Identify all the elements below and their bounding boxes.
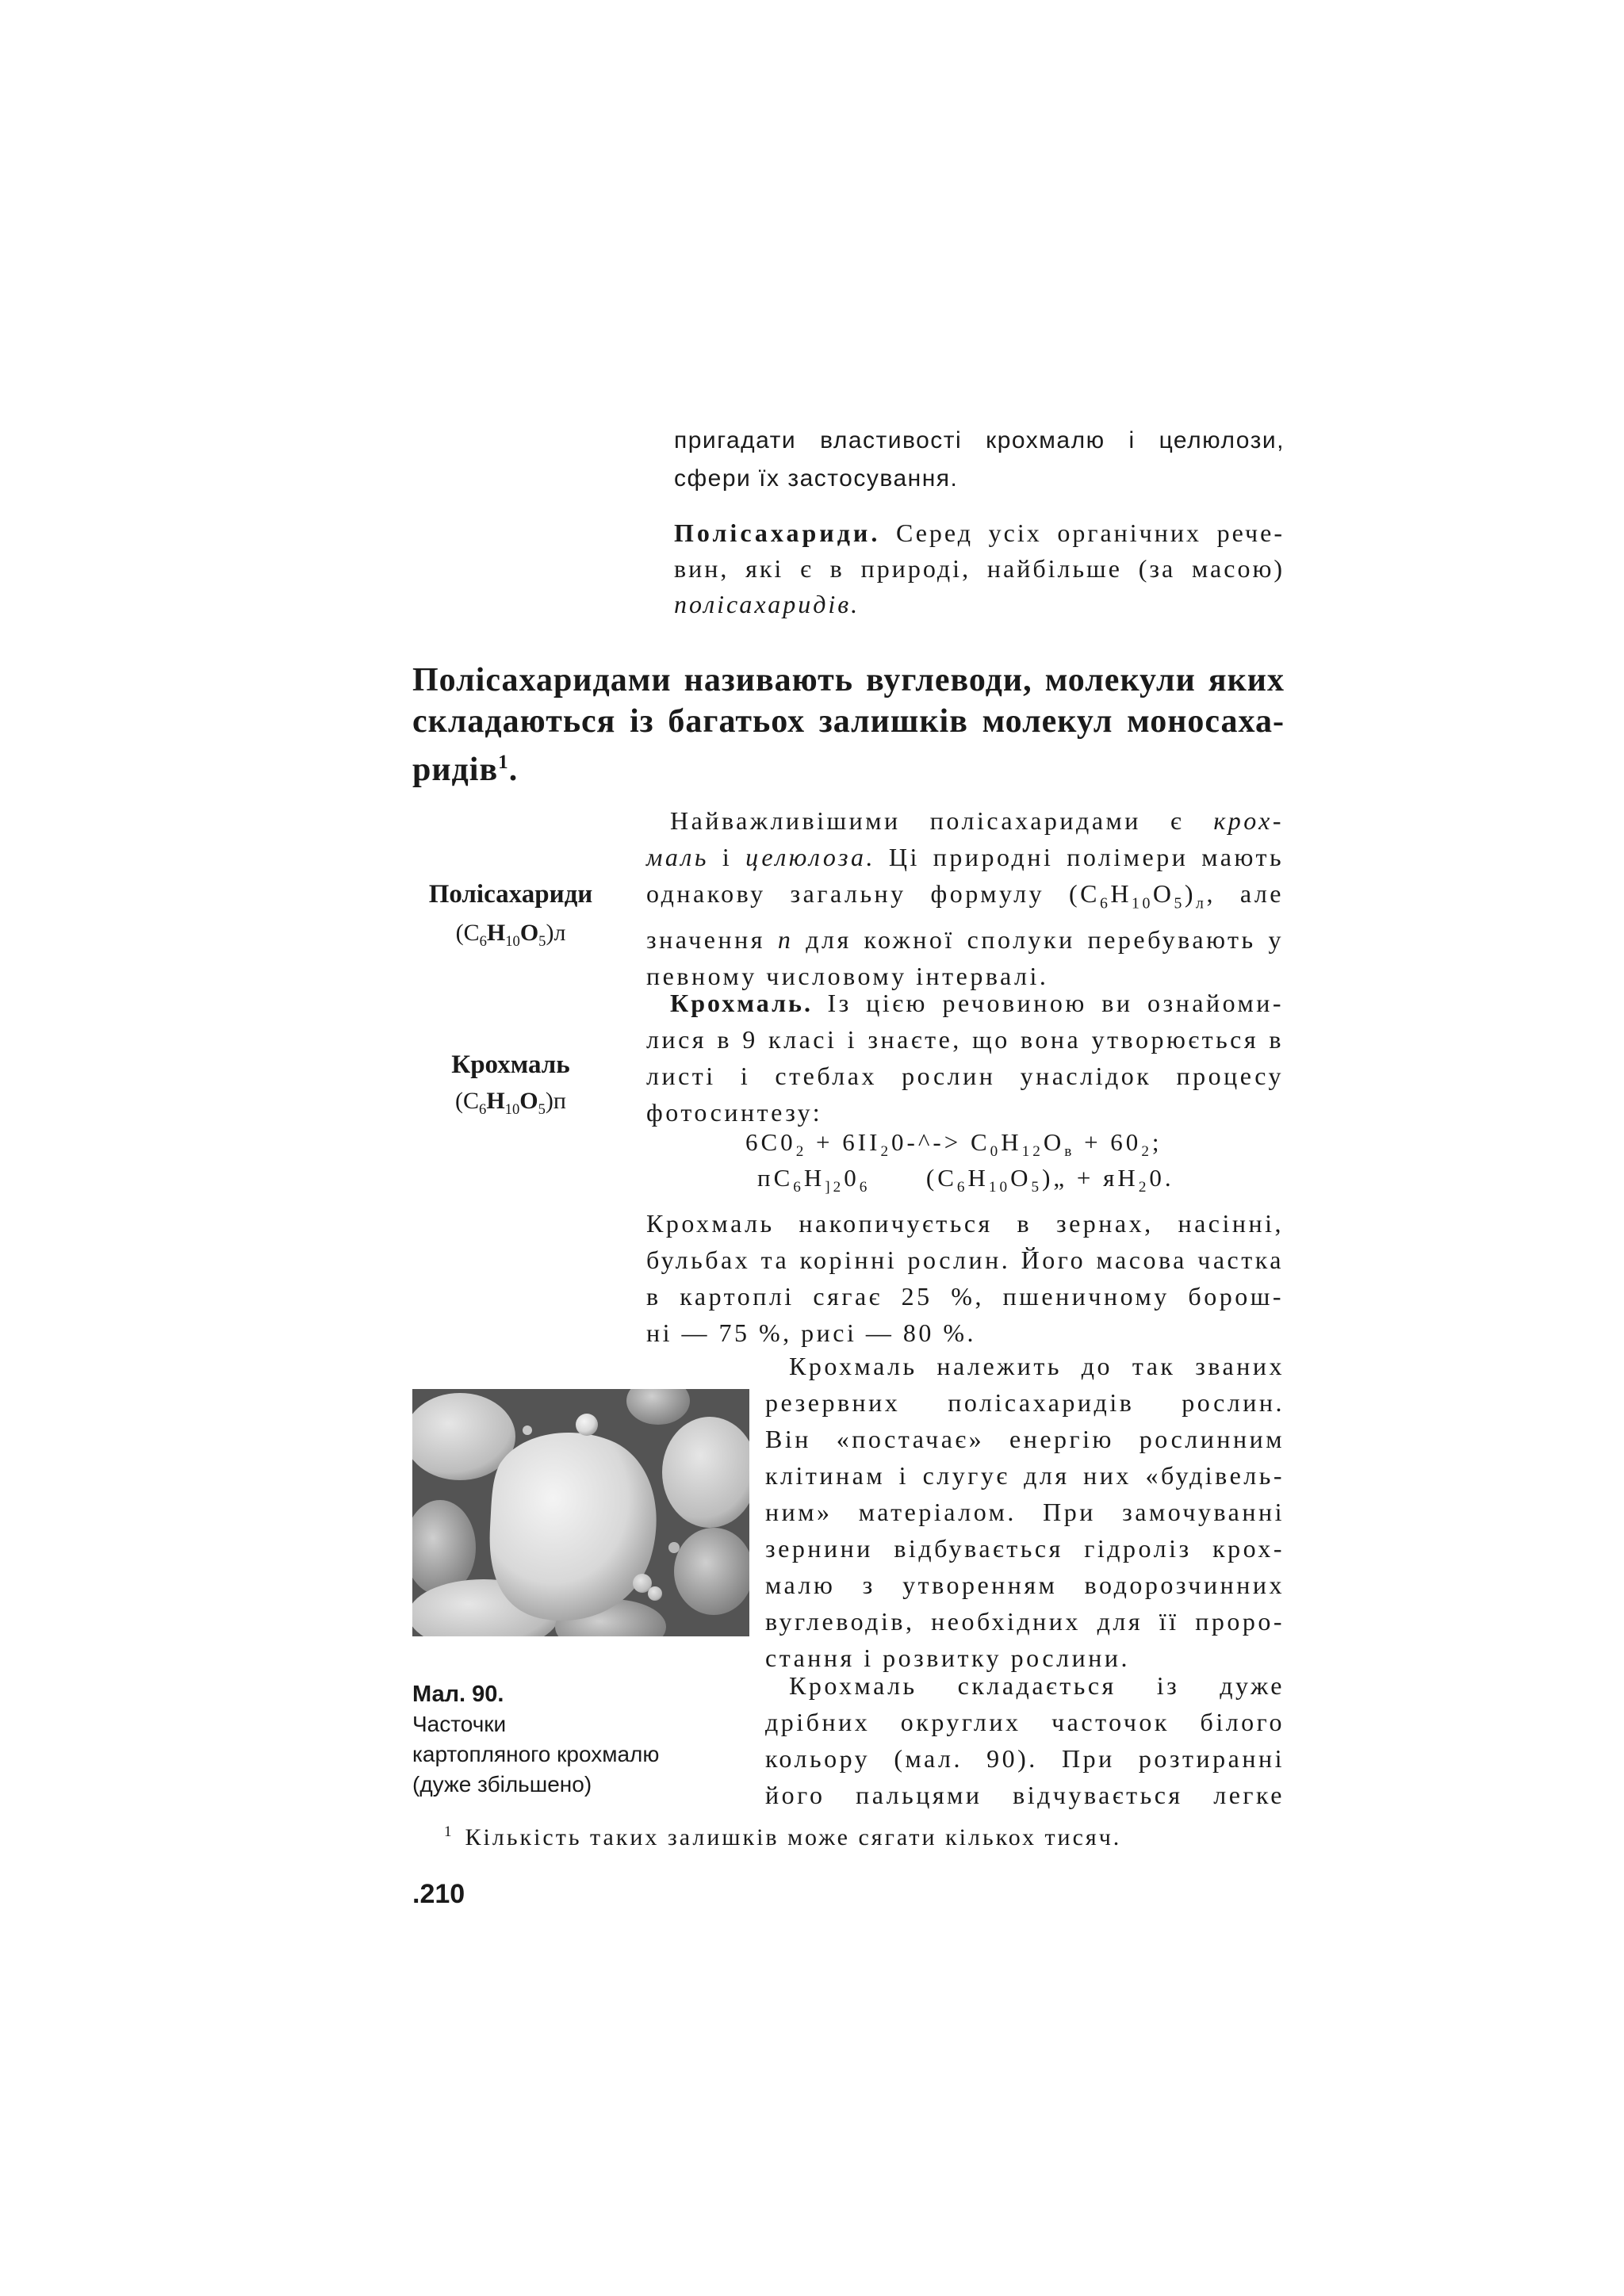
equation-part: 6C0 [745, 1128, 796, 1156]
paragraph-accumulation [646, 1205, 1284, 1351]
paragraph-line: зернини відбувається гідроліз крох- [765, 1534, 1285, 1563]
caption-line: Часточки [412, 1712, 507, 1736]
paragraph-text: крох- [1213, 806, 1284, 835]
formula-part: H [486, 1088, 505, 1114]
definition-block [412, 660, 1285, 790]
footnote-marker: 1 [444, 1823, 454, 1840]
equation-part: H [803, 1164, 825, 1192]
footnote-text: Кількість таких залишків може сягати кількох тисяч. [465, 1824, 1122, 1850]
definition-line: Полісахаридами називають вуглеводи, молекули яких [412, 662, 1285, 698]
formula-part: )п [545, 1088, 566, 1114]
paragraph-text: H [1110, 879, 1132, 908]
equation-sub: в [1064, 1143, 1075, 1161]
starch-granules-image [412, 1389, 749, 1636]
margin-term-starch: Крохмаль [451, 1050, 570, 1079]
equation-sub: 2 [880, 1143, 892, 1161]
equation-sub: ]2 [825, 1179, 845, 1196]
intro-line: пригадати властивості крохмалю і целюлози, [674, 427, 1285, 453]
paragraph-line: лися в 9 класі і знаєте, що вона утворюється в [646, 1025, 1284, 1054]
intro-line: сфери їх застосування. [674, 465, 959, 492]
paragraph-text: Найважливішими полісахаридами є [670, 806, 1185, 835]
equation-polycondensation [757, 1164, 1174, 1196]
footnote [444, 1823, 1121, 1851]
paragraph-line: полісахаридів. [674, 590, 860, 618]
equation-sub: 6 [956, 1179, 968, 1196]
paragraph-text: для кожної сполуки перебувають у [806, 925, 1285, 955]
paragraph-line: ним» матеріалом. При замочуванні [765, 1498, 1285, 1526]
formula-sub: 5 [538, 1101, 546, 1118]
figure-number: Мал. 90. [412, 1682, 504, 1707]
formula-sub: 6 [1100, 894, 1111, 913]
starch-granules-illustration [412, 1389, 749, 1636]
margin-formula-polysaccharides [408, 920, 614, 951]
definition-line [412, 742, 1285, 790]
equation-sub: 2 [1141, 1143, 1152, 1161]
paragraph-line: клітинам і слугує для них «будівель- [765, 1461, 1285, 1490]
paragraph-line: Крохмаль накопичується в зернах, насінні, [646, 1209, 1284, 1238]
paragraph-text: однакову загальну формулу (C [646, 879, 1100, 908]
paragraph-text: і [722, 843, 733, 871]
equation-photosynthesis [745, 1128, 1162, 1161]
paragraph-text: значення [646, 925, 765, 955]
formula-sub: 5 [538, 933, 546, 950]
paragraph-line [646, 839, 1284, 875]
paragraph-text: , але [1206, 879, 1284, 908]
page-number: .210 [412, 1879, 465, 1909]
definition-text: . [508, 752, 519, 788]
formula-part: )л [546, 920, 566, 946]
paragraph-line [646, 875, 1284, 921]
caption-line: картопляного крохмалю [412, 1742, 660, 1766]
equation-part: + 60 [1074, 1128, 1142, 1156]
equation-part: 0. [1149, 1164, 1174, 1192]
paragraph-text: Ці природні полімери мають [888, 843, 1285, 871]
paragraph-line: вин, які є в природі, найбільше (за масою) [674, 554, 1285, 583]
paragraph-starch [646, 985, 1284, 1131]
paragraph-line: його пальцями відчувається легке [765, 1781, 1285, 1809]
formula-sub: 6 [479, 933, 487, 950]
caption-line: (дуже збільшено) [412, 1772, 592, 1797]
paragraph-granules [765, 1667, 1285, 1813]
formula-sub: 6 [479, 1101, 487, 1118]
paragraph-line [646, 921, 1284, 958]
paragraph-text: Серед усіх органічних рече- [895, 519, 1285, 547]
paragraph-text: маль [646, 843, 709, 871]
polysaccharides-paragraph [674, 515, 1285, 622]
formula-part: H [486, 920, 506, 946]
paragraph-line: Крохмаль складається із дуже [789, 1671, 1285, 1700]
equation-part: пC [757, 1164, 794, 1192]
equation-part: H [1001, 1128, 1022, 1156]
paragraph-line [674, 515, 1285, 551]
formula-part: (C [455, 920, 480, 946]
formula-part: (C [455, 1088, 480, 1114]
paragraph-line: малю з утворенням водорозчинних [765, 1571, 1285, 1599]
equation-part: ; [1151, 1128, 1162, 1156]
paragraph-line: ні — 75 %, рисі — 80 %. [646, 1318, 977, 1347]
formula-sub: 10 [504, 1101, 520, 1118]
starch-heading: Крохмаль. [670, 989, 813, 1017]
paragraph-text: O [1152, 879, 1174, 908]
formula-sub: л [1196, 894, 1207, 913]
margin-term-polysaccharides: Полісахариди [428, 880, 593, 909]
equation-part: + 6II [806, 1128, 881, 1156]
equation-sub: 10 [988, 1179, 1011, 1196]
paragraph-line: Крохмаль належить до так званих [789, 1352, 1285, 1380]
equation-sub: 6 [793, 1179, 804, 1196]
paragraph-text: Із цією речовиною ви ознайоми- [827, 989, 1285, 1017]
equation-part: 0-^-> C [891, 1128, 990, 1156]
paragraph-line: Він «постачає» енергію рослинним [765, 1425, 1285, 1453]
formula-sub: 5 [1174, 894, 1185, 913]
formula-part: O [519, 920, 539, 946]
equation-part: 0 [844, 1164, 860, 1192]
formula-sub: 10 [1132, 894, 1153, 913]
paragraph-text: целюлоза. [745, 843, 875, 871]
equation-sub: 2 [795, 1143, 807, 1161]
equation-sub: 5 [1031, 1179, 1043, 1196]
equation-part: )„ + яH [1042, 1164, 1139, 1192]
paragraph-line: бульбах та корінні рослин. Його масова частка [646, 1246, 1284, 1274]
paragraph-line: фотосинтезу: [646, 1098, 823, 1127]
paragraph-line [646, 985, 1284, 1021]
paragraph-reserve-polysaccharides [765, 1348, 1285, 1676]
equation-sub: 0 [990, 1143, 1002, 1161]
margin-formula-starch [408, 1088, 614, 1119]
footnote-marker: 1 [498, 752, 509, 773]
paragraph-line: резервних полісахаридів рослин. [765, 1388, 1285, 1417]
paragraph-line [646, 802, 1284, 839]
definition-text: ридів [412, 752, 499, 788]
paragraph-main-polysaccharides [646, 802, 1284, 994]
equation-part: O [1010, 1164, 1032, 1192]
paragraph-text: ) [1184, 879, 1197, 908]
polysaccharides-heading: Полісахариди. [674, 519, 881, 547]
paragraph-line: листі і стеблах рослин унаслідок процесу [646, 1062, 1284, 1090]
formula-sub: 10 [505, 933, 520, 950]
paragraph-line: кольору (мал. 90). При розтиранні [765, 1744, 1285, 1773]
definition-line: складаються із багатьох залишків молекул моносаха- [412, 703, 1285, 740]
equation-part: O [1043, 1128, 1065, 1156]
formula-part: O [519, 1088, 538, 1114]
intro-text [674, 422, 1285, 498]
equation-sub: 12 [1021, 1143, 1044, 1161]
equation-sub: 6 [859, 1179, 871, 1196]
paragraph-text: n [777, 925, 794, 955]
paragraph-line: дрібних округлих часточок білого [765, 1708, 1285, 1736]
paragraph-line: певному числовому інтервалі. [646, 962, 1049, 991]
equation-sub: 2 [1138, 1179, 1150, 1196]
equation-part: (C [870, 1164, 957, 1192]
paragraph-line: в картоплі сягає 25 %, пшеничному борош- [646, 1282, 1284, 1311]
equation-part: H [967, 1164, 989, 1192]
figure-caption [412, 1679, 714, 1800]
paragraph-line: вуглеводів, необхідних для її проро- [765, 1607, 1285, 1636]
paragraph-line: стання і розвитку рослини. [765, 1644, 1130, 1672]
